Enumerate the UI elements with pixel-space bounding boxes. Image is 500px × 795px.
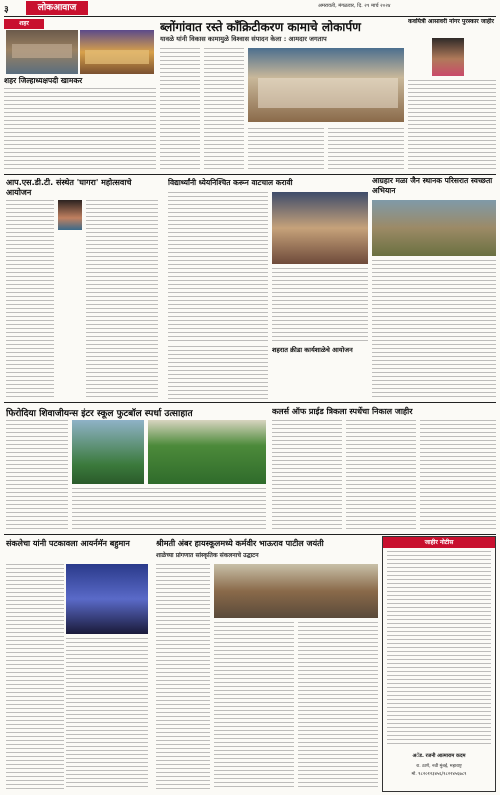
notice-title: जाहीर नोटीस [383,537,495,548]
page-number: ३ [4,5,9,15]
bottom-left-headline: संकलेचा यांनी पटकावला आयर्नमॅन बहुमान [6,539,130,548]
carrom-headline: कलर्स ऑफ प्राईड त्रिकला स्पर्धेचा निकाल जाहीर [272,407,413,416]
right-story-headline: कवयित्री आसावरी नांगर पुरस्कार जाहीर [408,18,495,25]
section-tag: शहर [4,19,44,29]
date-line: अमरावती, मंगळवार, दि. २९ मार्च २०२४ [318,3,391,9]
aap-story-headline: आप.एस.डी.टी. संस्थेत 'घागरा' महोत्सवाचे आयोजन [6,178,132,197]
news-photo-inauguration [248,48,404,122]
news-photo-group [80,30,154,74]
notice-phone: मो. ९८२०१२३४५६/९८२२४५६७८९ [411,772,467,777]
woman-photo [58,200,82,230]
news-photo-students [272,192,368,264]
news-photo-football-match [148,420,266,484]
news-photo-ironman [66,564,148,634]
bottom-story-headline: श्रीमती अंबर हायस्कूलमध्ये कर्मवीर भाऊराव पाटील जयंती [156,539,324,548]
news-photo-meeting [6,30,78,74]
agrahar-headline: आग्रहार मळा जैन स्थानक परिसरात स्वच्छता अभियान [372,176,493,195]
news-photo-school [214,564,378,618]
notice-address: रा. ठाणे, नवी मुंबई, महाराष्ट्र [416,764,462,769]
football-headline: फिरोदिया शिवाजीयन्स इंटर स्कूल फुटबॉल स्पर्धा उत्साहात [6,409,193,419]
sports-day-headline: शहरात क्रीडा कार्यशाळेचे आयोजन [272,346,353,354]
left-story-headline: शहर जिल्हाध्यक्षपदी खामकर [4,76,83,85]
news-photo-football-team [72,420,144,484]
legal-notice [382,536,496,792]
bottom-story-subhead: शाळेच्या प्रांगणात सांस्कृतिक संकलनाचे उद्घाटन [156,552,259,559]
top-story-subhead: यावळे यांनी विकास कामामुळे विश्वास संपादन केला : आमदार जगताप [160,35,327,43]
news-photo-cleaning [372,200,496,256]
notice-signer: अॅड. रजनी आत्माराम कदम [412,753,466,759]
masthead-logo: लोकआवाज [26,1,88,15]
portrait-photo [432,38,464,76]
top-story-headline: ब्लोंगांवात रस्ते काँक्रिटीकरण कामाचे लोकार्पण [160,20,361,34]
mid-story-headline: विद्यार्थ्यांनी ध्येयनिश्चित करून वाटचाल करावी [168,178,293,187]
